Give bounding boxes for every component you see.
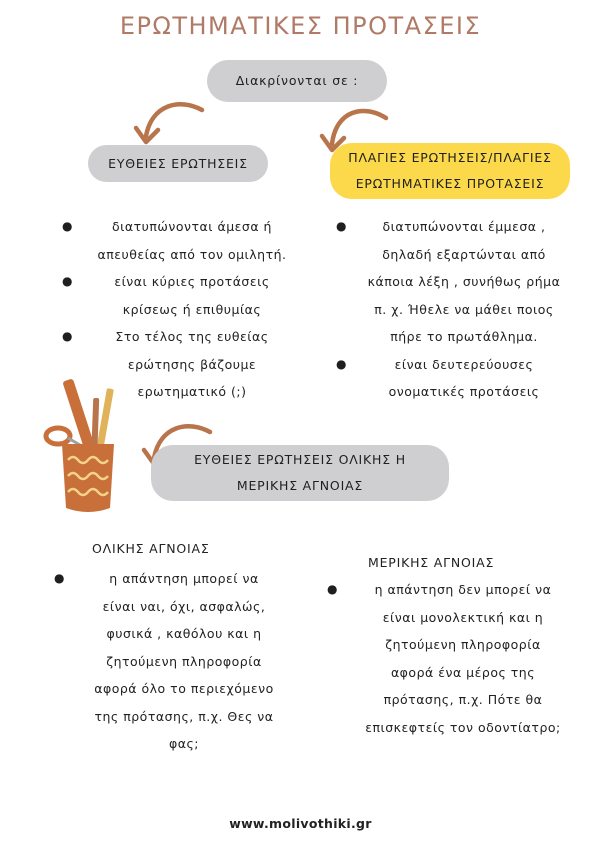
- bullet-line: ζητούμενη πληροφορία: [385, 637, 541, 652]
- bullet-line: αφορά όλο το περιεχόμενο: [94, 681, 274, 696]
- bullet-line: επισκεφτείς τον οδοντίατρο;: [365, 719, 561, 735]
- total-ignorance-list: [52, 565, 302, 758]
- bullet-icon: ●: [62, 219, 73, 233]
- bullet-line: είναι κύριες προτάσεις: [114, 274, 270, 289]
- bullet-line: η απάντηση μπορεί να: [109, 571, 259, 586]
- direct-types-pill: [151, 445, 449, 501]
- list-item: [52, 565, 302, 758]
- list-item: [60, 268, 310, 323]
- bullet-line: Στο τέλος της ευθείας: [115, 329, 269, 344]
- bullet-icon: ●: [62, 329, 73, 343]
- list-item: [334, 351, 580, 406]
- intro-pill: [207, 60, 387, 102]
- partial-ignorance-heading: ΜΕΡΙΚΗΣ ΑΓΝΟΙΑΣ: [368, 555, 495, 570]
- bullet-line: είναι ναι, όχι, ασφαλώς,: [102, 598, 266, 614]
- bullet-line: πήρε το πρωτάθλημα.: [390, 329, 538, 344]
- bullet-line: είναι δευτερεύουσες: [394, 356, 534, 372]
- bullet-line: είναι μονολεκτική και η: [382, 609, 544, 625]
- page-title: ΕΡΩΤΗΜΑΤΙΚΕΣ ΠΡΟΤΑΣΕΙΣ: [119, 12, 482, 40]
- total-ignorance-heading: ΟΛΙΚΗΣ ΑΓΝΟΙΑΣ: [92, 541, 210, 556]
- bullet-line: διατυπώνονται έμμεσα ,: [382, 219, 546, 234]
- indirect-label-line1: ΠΛΑΓΙΕΣ ΕΡΩΤΗΣΕΙΣ/ΠΛΑΓΙΕΣ: [348, 150, 552, 165]
- direct-types-line2: ΜΕΡΙΚΗΣ ΑΓΝΟΙΑΣ: [236, 478, 364, 493]
- bullet-line: π. χ. Ήθελε να μάθει ποιος: [374, 301, 554, 317]
- bullet-line: δηλαδή εξαρτώνται από: [382, 246, 546, 262]
- direct-questions-pill: [88, 145, 268, 182]
- direct-types-line1: ΕΥΘΕΙΕΣ ΕΡΩΤΗΣΕΙΣ ΟΛΙΚΗΣ Η: [194, 452, 406, 467]
- bullet-icon: ●: [327, 582, 338, 596]
- partial-ignorance-list: [325, 576, 587, 741]
- bullet-icon: ●: [336, 219, 347, 233]
- bullet-line: ζητούμενη πληροφορία: [106, 653, 262, 669]
- bullet-icon: ●: [336, 356, 347, 371]
- bullet-icon: ●: [54, 571, 65, 585]
- bullet-icon: ●: [62, 274, 73, 288]
- bullet-line: η απάντηση δεν μπορεί να: [374, 582, 552, 597]
- bullet-line: κρίσεως ή επιθυμίας: [122, 301, 262, 317]
- bullet-line: φας;: [168, 736, 200, 751]
- bullet-line: πρότασης, π.χ. Πότε θα: [383, 692, 543, 707]
- intro-label: Διακρίνονται σε :: [235, 73, 359, 88]
- direct-questions-label: ΕΥΘΕΙΕΣ ΕΡΩΤΗΣΕΙΣ: [108, 155, 248, 171]
- indirect-bullet-list: [334, 213, 580, 406]
- list-item: [325, 576, 587, 741]
- bullet-line: ονοματικές προτάσεις: [388, 384, 540, 399]
- bullet-line: αφορά ένα μέρος της: [390, 664, 536, 680]
- list-item: [60, 213, 310, 268]
- indirect-questions-pill: [330, 143, 570, 199]
- pencil-pot-icon: [40, 368, 135, 518]
- bullet-line: απευθείας από τον ομιλητή.: [97, 246, 287, 262]
- list-item: [334, 213, 580, 351]
- bullet-line: διατυπώνονται άμεσα ή: [112, 219, 272, 234]
- bullet-line: κάποια λέξη , συνήθως ρήμα: [367, 274, 561, 289]
- bullet-line: φυσικά , καθόλου και η: [106, 626, 262, 641]
- bullet-line: ερώτησης βάζουμε: [127, 356, 257, 372]
- footer-link[interactable]: www.molivothiki.gr: [229, 816, 372, 831]
- bullet-line: ερωτηματικό (;): [137, 384, 247, 399]
- indirect-label-line2: ΕΡΩΤΗΜΑΤΙΚΕΣ ΠΡΟΤΑΣΕΙΣ: [355, 176, 545, 191]
- bullet-line: της πρότασης, π.χ. Θες να: [94, 708, 274, 724]
